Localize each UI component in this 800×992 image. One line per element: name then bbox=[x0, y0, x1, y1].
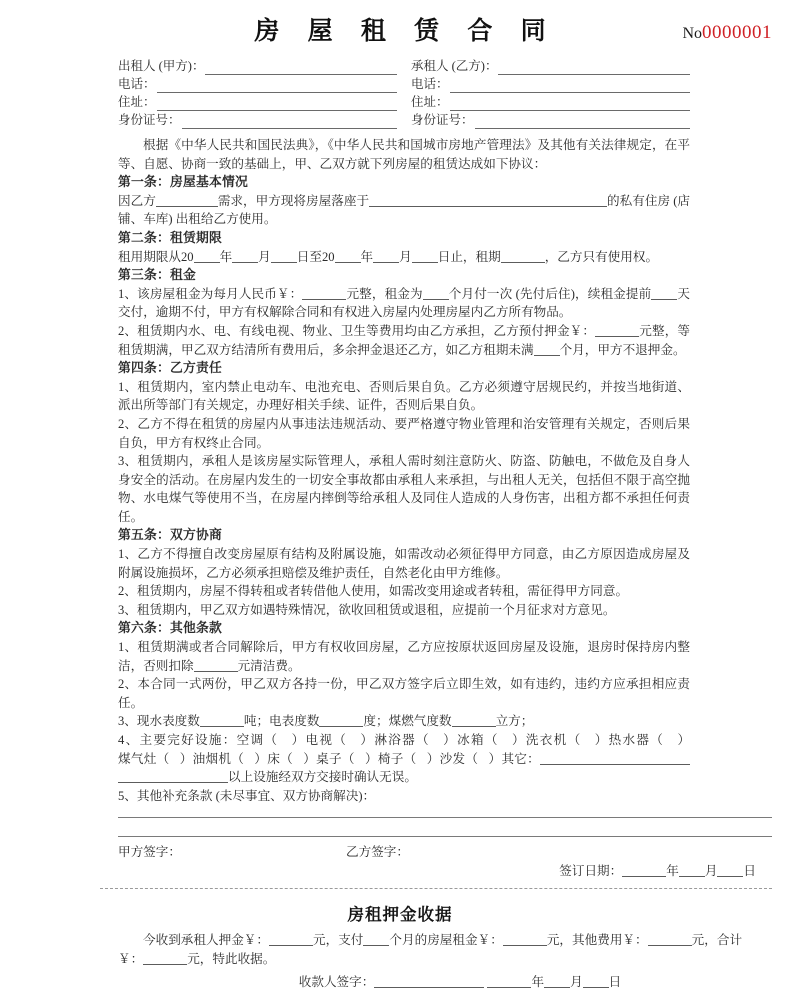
party-address-row bbox=[118, 94, 690, 111]
lessee-name-input[interactable] bbox=[498, 61, 690, 75]
a3b-text-2: 元整，等租赁期满，甲乙双方结清所有费用后，多余押金退还乙方，如乙方租期未满 bbox=[118, 323, 691, 357]
facility-label-fridge: 冰箱 bbox=[457, 733, 485, 747]
party-fields bbox=[118, 58, 772, 129]
facility-confirm-note: 以上设施经双方交接时确认无误。 bbox=[228, 770, 417, 785]
signing-date-month-unit: 月 bbox=[704, 864, 718, 879]
party-b-signature-label: 乙方签字： bbox=[346, 845, 409, 860]
perforation-divider bbox=[100, 888, 772, 889]
article-6-item-1 bbox=[118, 638, 690, 675]
facilities-lead: 4、主要完好设施： bbox=[118, 733, 237, 747]
a6-cleaning-fee-blank[interactable] bbox=[194, 659, 238, 672]
lessee-address-cell bbox=[411, 94, 690, 111]
receipt-month-unit: 月 bbox=[570, 975, 583, 990]
a3-rent-amount-blank[interactable] bbox=[302, 287, 346, 300]
receipt-year-blank[interactable] bbox=[487, 975, 531, 988]
facilities-row bbox=[118, 731, 690, 787]
lessee-name-label: 承租人 (乙方)： bbox=[411, 59, 498, 73]
a6-water-meter-blank[interactable] bbox=[200, 714, 244, 727]
party-phone-row bbox=[118, 76, 690, 93]
receipt-text-1: 今收到承租人押金￥： bbox=[143, 933, 269, 948]
a2-text-3: 月 bbox=[258, 249, 271, 264]
receipt-deposit-blank[interactable] bbox=[269, 933, 313, 946]
party-a-signature-field[interactable] bbox=[118, 843, 346, 862]
lessee-id-input[interactable] bbox=[475, 115, 690, 129]
facility-label-table: 桌子 bbox=[316, 751, 342, 766]
a2-text-7: 日止，租期 bbox=[437, 249, 501, 264]
article-3-heading: 第三条：租金 bbox=[118, 268, 196, 283]
article-1-item-1 bbox=[118, 192, 690, 229]
facility-label-range-hood: 油烟机 bbox=[192, 751, 232, 766]
party-id-row bbox=[118, 112, 690, 129]
article-4-item-3: 3、租赁期内，承租人是该房屋实际管理人，承租人需时刻注意防火、防盗、防触电，不做危及自身人身安全的活动。在房屋内发生的一切安全事故都由承租人来承担，与出租人无关，包括但不限于高空抛物、水电煤气等使用不当，在房屋内摔倒等给承租人及同住人造成的人身伤害，出租方都不承担任何责任。 bbox=[118, 454, 690, 524]
lessor-address-cell bbox=[118, 94, 411, 111]
facility-other-blank[interactable] bbox=[540, 752, 690, 765]
signature-block bbox=[118, 843, 772, 881]
a2-term-blank[interactable] bbox=[501, 250, 545, 263]
facility-item-shower[interactable]: 淋浴器（ ） bbox=[374, 733, 458, 747]
lessor-address-label: 住址： bbox=[118, 95, 156, 109]
lessor-name-label: 出租人 (甲方)： bbox=[118, 59, 205, 73]
supplementary-blank-line-2[interactable] bbox=[118, 835, 772, 837]
lessor-id-label: 身份证号： bbox=[118, 113, 181, 127]
signature-names-row bbox=[118, 843, 772, 862]
article-3-item-1 bbox=[118, 285, 690, 322]
facility-item-range-hood[interactable]: 油烟机（ ） bbox=[192, 751, 268, 766]
receipt-total-blank[interactable] bbox=[143, 952, 187, 965]
lessee-name-cell bbox=[411, 58, 690, 75]
facility-item-fridge[interactable]: 冰箱（ ） bbox=[457, 733, 526, 747]
serial-prefix: No bbox=[682, 25, 702, 42]
facility-label-bed: 床 bbox=[267, 751, 281, 766]
facility-item-air-conditioner[interactable]: 空调（ ） bbox=[236, 733, 306, 747]
receipt-month-blank[interactable] bbox=[544, 975, 570, 988]
lessee-address-label: 住址： bbox=[411, 95, 449, 109]
a2-end-day-blank[interactable] bbox=[412, 250, 438, 263]
a3-text-2: 元整，租金为 bbox=[346, 286, 423, 301]
document-title: 房 屋 租 赁 合 同 bbox=[254, 18, 557, 45]
a3b-text-1: 2、租赁期内水、电、有线电视、物业、卫生等费用均由乙方承担，乙方预付押金￥： bbox=[118, 323, 596, 338]
lessee-id-label: 身份证号： bbox=[411, 113, 474, 127]
a2-end-month-blank[interactable] bbox=[373, 250, 399, 263]
lessor-phone-label: 电话： bbox=[118, 77, 156, 91]
article-4-item-1: 1、租赁期内，室内禁止电动车、电池充电、否则后果自负。乙方必须遵守居规民约，并按当地街道、派出所等部门有关规定，办理好相关手续、证件，否则后果自负。 bbox=[118, 379, 690, 413]
a1-text-3: 的私有住房 (店铺、车库) 出租给乙方使用。 bbox=[118, 193, 691, 227]
a3-text-4: 天交付，逾期不付，甲方有权解除合同和有权进入房屋内处理房屋内乙方所有物品。 bbox=[118, 286, 691, 320]
article-2-heading: 第二条：租赁期限 bbox=[118, 230, 222, 245]
signing-date-month-blank[interactable] bbox=[679, 864, 705, 877]
receipt-body bbox=[118, 931, 772, 992]
article-5-item-3: 3、租赁期内，甲乙双方如遇特殊情况，欲收回租赁或退租，应提前一个月征求对方意见。 bbox=[118, 602, 616, 617]
receipt-year-unit: 年 bbox=[531, 975, 545, 990]
a1-text-1: 因乙方 bbox=[118, 193, 156, 208]
receipt-signer-label: 收款人签字： bbox=[298, 975, 375, 990]
supplementary-label: 5、其他补充条款 (未尽事宜、双方协商解决)： bbox=[118, 788, 376, 803]
signing-date-day-blank[interactable] bbox=[717, 864, 743, 877]
a6-text-1: 1、租赁期满或者合同解除后，甲方有权收回房屋，乙方应按原状返回房屋及设施，退房时保持房内整洁，否则扣除 bbox=[118, 640, 690, 673]
article-5-item-2: 2、租赁期内，房屋不得转租或者转借他人使用，如需改变用途或者转租，需征得甲方同意。 bbox=[118, 584, 629, 599]
receipt-day-unit: 日 bbox=[608, 975, 622, 990]
a6-electric-meter-blank[interactable] bbox=[319, 714, 363, 727]
facility-item-tv[interactable]: 电视（ ） bbox=[305, 733, 375, 747]
a3-text-1: 1、该房屋租金为每月人民币￥： bbox=[118, 286, 303, 301]
facility-label-gas-stove: 煤气灶 bbox=[118, 751, 157, 766]
facility-item-gas-stove[interactable]: 煤气灶（ ） bbox=[118, 751, 193, 766]
lessor-address-input[interactable] bbox=[157, 97, 397, 111]
receipt-signature-row bbox=[118, 973, 742, 992]
lessor-id-input[interactable] bbox=[182, 115, 397, 129]
article-2-item-1 bbox=[118, 248, 690, 267]
lessee-id-cell bbox=[411, 112, 690, 129]
facility-label-water-heater: 热水器 bbox=[608, 733, 651, 747]
signing-date-day-unit: 日 bbox=[743, 864, 756, 879]
a1-purpose-blank[interactable] bbox=[156, 194, 218, 207]
a2-start-year-blank[interactable] bbox=[194, 250, 220, 263]
article-6-heading: 第六条：其他条款 bbox=[118, 621, 222, 636]
a6c-text-2: 吨；电表度数 bbox=[243, 714, 320, 729]
lessor-phone-input[interactable] bbox=[157, 79, 397, 93]
a6c-text-4: 立方； bbox=[495, 714, 534, 729]
facility-item-bed[interactable]: 床（ ） bbox=[267, 751, 317, 766]
a6-text-2: 元清洁费。 bbox=[237, 658, 301, 673]
a2-start-day-blank[interactable] bbox=[271, 250, 297, 263]
a6c-text-1: 3、现水表度数 bbox=[118, 714, 200, 729]
a1-address-blank[interactable] bbox=[369, 194, 607, 207]
facility-label-air-conditioner: 空调 bbox=[236, 733, 265, 747]
receipt-other-fee-blank[interactable] bbox=[648, 933, 692, 946]
serial-value: 0000001 bbox=[702, 22, 772, 43]
facility-label-tv: 电视 bbox=[305, 733, 334, 747]
a2-text-8: ，乙方只有使用权。 bbox=[544, 249, 659, 264]
receipt-text-3: 个月的房屋租金￥： bbox=[389, 933, 503, 948]
a3-deposit-blank[interactable] bbox=[595, 324, 639, 337]
facility-label-chair: 椅子 bbox=[377, 751, 404, 766]
a3-text-3: 个月付一次 (先付后住)，续租金提前 bbox=[448, 286, 652, 301]
title-row bbox=[0, 16, 800, 56]
a6c-text-3: 度；煤燃气度数 bbox=[363, 714, 452, 729]
facility-label-sofa: 沙发 bbox=[439, 751, 466, 766]
receipt-title: 房租押金收据 bbox=[347, 905, 453, 925]
receipt-months-blank[interactable] bbox=[363, 933, 389, 946]
signing-date-year-unit: 年 bbox=[666, 864, 679, 879]
party-name-row bbox=[118, 58, 690, 75]
article-4-heading: 第四条：乙方责任 bbox=[118, 361, 222, 376]
preamble-paragraph: 根据《中华人民共和国民法典》，《中华人民共和国城市房地产管理法》及其他有关法律规定，在平等、自愿、协商一致的基础上，甲、乙双方就下列房屋的租赁达成如下协议： bbox=[118, 138, 690, 171]
a2-end-year-blank[interactable] bbox=[335, 250, 361, 263]
lessor-name-cell bbox=[118, 58, 411, 75]
article-6-item-3 bbox=[118, 712, 690, 731]
a6-gas-meter-blank[interactable] bbox=[452, 714, 496, 727]
serial-number-block bbox=[682, 22, 772, 44]
a3-unfinished-months-blank[interactable] bbox=[534, 343, 560, 356]
lessor-id-cell bbox=[118, 112, 411, 129]
lessee-phone-cell bbox=[411, 76, 690, 93]
a1-text-2: 需求，甲方现将房屋落座于 bbox=[217, 193, 370, 208]
receipt-text-6: 合计￥： bbox=[118, 933, 743, 967]
facility-item-water-heater[interactable]: 热水器（ ） bbox=[608, 733, 691, 747]
signing-date-label: 签订日期： bbox=[559, 864, 623, 879]
party-a-signature-label: 甲方签字： bbox=[118, 845, 181, 860]
facility-item-sofa[interactable]: 沙发（ ） bbox=[439, 751, 502, 766]
receipt-line-1 bbox=[118, 931, 742, 969]
lessee-phone-input[interactable] bbox=[450, 79, 690, 93]
receipt-day-blank[interactable] bbox=[583, 975, 609, 988]
facility-label-shower: 淋浴器 bbox=[374, 733, 416, 747]
a2-text-6: 月 bbox=[399, 249, 412, 264]
article-4-item-2: 2、乙方不得在租赁的房屋内从事违法违规活动、要严格遵守物业管理和治安管理有关规定，否则后果自负，甲方有权终止合同。 bbox=[118, 416, 690, 450]
receipt-signer-blank[interactable] bbox=[374, 975, 484, 988]
facility-label-washer: 洗衣机 bbox=[525, 733, 568, 747]
party-b-signature-field[interactable] bbox=[346, 843, 772, 862]
article-3-item-2 bbox=[118, 322, 690, 359]
supplementary-blank-line-1[interactable] bbox=[118, 816, 772, 818]
lessor-phone-cell bbox=[118, 76, 411, 93]
a2-text-1: 租用期限从20 bbox=[118, 249, 194, 264]
signing-date-row bbox=[118, 862, 772, 881]
receipt-text-4: 元，其他费用￥： bbox=[546, 933, 648, 948]
a2-start-month-blank[interactable] bbox=[232, 250, 258, 263]
lessee-phone-label: 电话： bbox=[411, 77, 449, 91]
contract-body bbox=[118, 136, 772, 805]
receipt-rent-blank[interactable] bbox=[503, 933, 547, 946]
facility-item-chair[interactable]: 椅子（ ） bbox=[377, 751, 440, 766]
a2-text-5: 年 bbox=[360, 249, 374, 264]
receipt-text-5: 元， bbox=[691, 933, 717, 948]
receipt-text-7: 元，特此收据。 bbox=[187, 952, 276, 967]
signing-date-year-blank[interactable] bbox=[622, 864, 666, 877]
article-5-item-1: 1、乙方不得擅自改变房屋原有结构及附属设施，如需改动必须征得甲方同意，由乙方原因造成房屋及附属设施损坏，乙方必须承担赔偿及维护责任，自然老化由甲方维修。 bbox=[118, 547, 690, 580]
a3-months-blank[interactable] bbox=[423, 287, 449, 300]
facility-other-blank-2[interactable] bbox=[118, 770, 228, 783]
a3-advance-days-blank[interactable] bbox=[651, 287, 677, 300]
a2-text-2: 年 bbox=[219, 249, 233, 264]
facility-other-label: 其它： bbox=[501, 751, 541, 766]
lessee-address-input[interactable] bbox=[450, 97, 690, 111]
article-6-item-2: 2、本合同一式两份，甲乙双方各持一份，甲乙双方签字后立即生效，如有违约，违约方应承担相应责任。 bbox=[118, 677, 690, 710]
a2-text-4: 日至20 bbox=[296, 249, 335, 264]
a3b-text-3: 个月，甲方不退押金。 bbox=[559, 342, 686, 357]
article-5-heading: 第五条：双方协商 bbox=[118, 528, 222, 543]
article-1-heading: 第一条：房屋基本情况 bbox=[118, 175, 248, 190]
facility-item-table[interactable]: 桌子（ ） bbox=[316, 751, 378, 766]
contract-page bbox=[0, 16, 800, 990]
lessor-name-input[interactable] bbox=[205, 61, 397, 75]
receipt-text-2: 元，支付 bbox=[313, 933, 364, 948]
facility-item-washer[interactable]: 洗衣机（ ） bbox=[525, 733, 609, 747]
